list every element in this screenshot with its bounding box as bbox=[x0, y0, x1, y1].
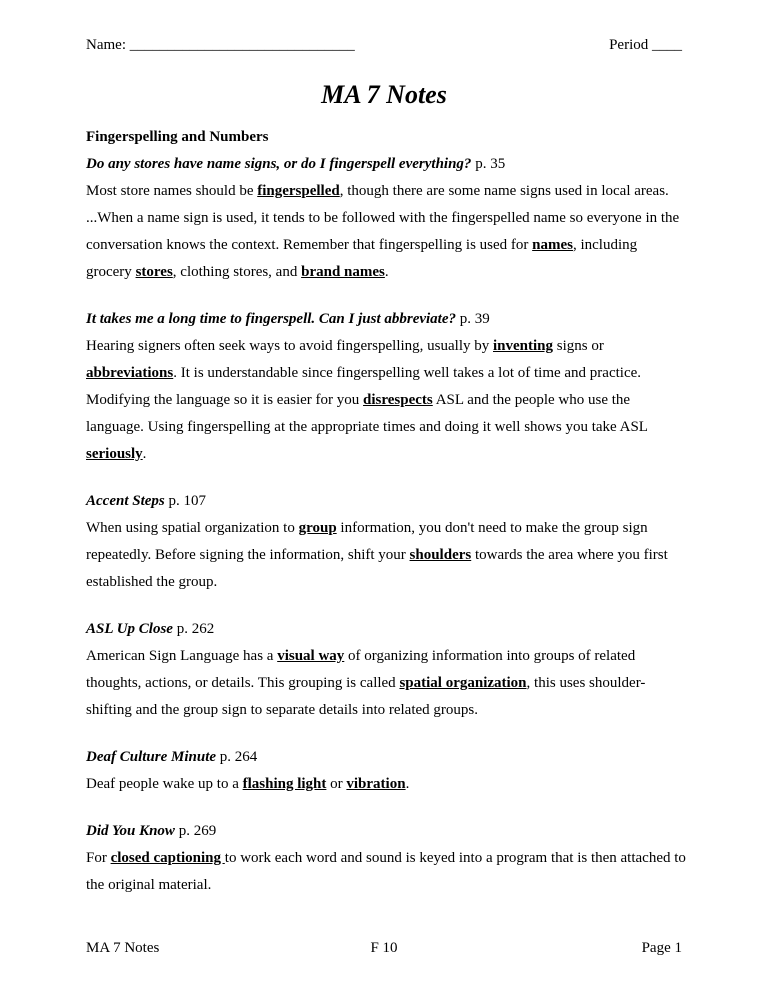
page-reference: p. 107 bbox=[164, 493, 206, 509]
note-paragraph: For closed captioning to work each word and sound is keyed into a program that is then attached to the original material. bbox=[86, 850, 686, 893]
note-paragraph: American Sign Language has a visual way of organizing information into groups of related thoughts, actions, or details. This grouping is called spatial organization, this uses shoulder-shifting and the group sign to separate details into related groups. bbox=[86, 648, 646, 718]
answer-term: abbreviations bbox=[86, 365, 174, 381]
answer-term: inventing bbox=[493, 338, 554, 354]
sections-container bbox=[86, 151, 686, 899]
period-field-label: Period ____ bbox=[609, 37, 682, 53]
question-text: It takes me a long time to fingerspell. Can I just abbreviate? bbox=[86, 311, 457, 327]
answer-term: flashing light bbox=[242, 776, 327, 792]
question-text: Do any stores have name signs, or do I fingerspell everything? bbox=[86, 156, 472, 172]
answer-term: brand names bbox=[301, 264, 385, 280]
page-reference: p. 35 bbox=[471, 156, 506, 172]
answer-term: closed captioning bbox=[110, 850, 225, 866]
section-question bbox=[86, 616, 686, 643]
topic-heading: Fingerspelling and Numbers bbox=[86, 129, 269, 145]
question-text: ASL Up Close bbox=[86, 621, 173, 637]
note-section bbox=[86, 616, 686, 724]
answer-term: disrespects bbox=[363, 392, 433, 408]
page-footer bbox=[86, 940, 682, 960]
answer-term: vibration bbox=[346, 776, 406, 792]
section-question bbox=[86, 818, 686, 845]
note-paragraph: ...When a name sign is used, it tends to be followed with the fingerspelled name so everyone in the conversation knows the context. Remember that fingerspelling is used for names, including grocery stores, clothing stores, and brand names. bbox=[86, 210, 680, 280]
section-question bbox=[86, 306, 686, 333]
question-text: Did You Know bbox=[86, 823, 175, 839]
section-question bbox=[86, 151, 686, 178]
question-text: Deaf Culture Minute bbox=[86, 749, 217, 765]
answer-term: seriously bbox=[86, 446, 143, 462]
section-question bbox=[86, 744, 686, 771]
answer-term: stores bbox=[135, 264, 173, 280]
note-paragraph: When using spatial organization to group information, you don't need to make the group sign repeatedly. Before signing the information, shift your shoulders towards the area where you first established the group. bbox=[86, 520, 668, 590]
question-text: Accent Steps bbox=[86, 493, 165, 509]
notes-content bbox=[86, 124, 686, 899]
footer-page-number: Page 1 bbox=[641, 940, 682, 956]
section-question bbox=[86, 488, 686, 515]
page-reference: p. 269 bbox=[174, 823, 217, 839]
note-section bbox=[86, 151, 686, 286]
answer-term: shoulders bbox=[409, 547, 472, 563]
note-section bbox=[86, 818, 686, 899]
page-reference: p. 262 bbox=[172, 621, 215, 637]
note-section bbox=[86, 306, 686, 468]
answer-term: visual way bbox=[277, 648, 345, 664]
answer-term: group bbox=[298, 520, 337, 536]
answer-term: names bbox=[532, 237, 573, 253]
note-paragraph: Hearing signers often seek ways to avoid fingerspelling, usually by inventing signs or abbreviations. It is understandable since fingerspelling well takes a lot of time and practice. Modifying the language so it is easier for you disrespects ASL and the people who use the language. Using fingerspelling at the appropriate times and doing it well shows you take ASL seriously. bbox=[86, 338, 648, 462]
note-section bbox=[86, 744, 686, 798]
name-field-label: Name: ______________________________ bbox=[86, 37, 355, 53]
page-reference: p. 39 bbox=[456, 311, 490, 327]
page-header bbox=[86, 37, 682, 57]
note-paragraph: Deaf people wake up to a flashing light or vibration. bbox=[86, 776, 410, 792]
note-section bbox=[86, 488, 686, 596]
page-reference: p. 264 bbox=[216, 749, 258, 765]
page-title: MA 7 Notes bbox=[321, 80, 447, 109]
answer-term: fingerspelled bbox=[257, 183, 340, 199]
answer-term: spatial organization bbox=[399, 675, 527, 691]
footer-center: F 10 bbox=[370, 940, 398, 956]
footer-left: MA 7 Notes bbox=[86, 940, 160, 956]
note-paragraph: Most store names should be fingerspelled, though there are some name signs used in local areas. bbox=[86, 183, 669, 199]
